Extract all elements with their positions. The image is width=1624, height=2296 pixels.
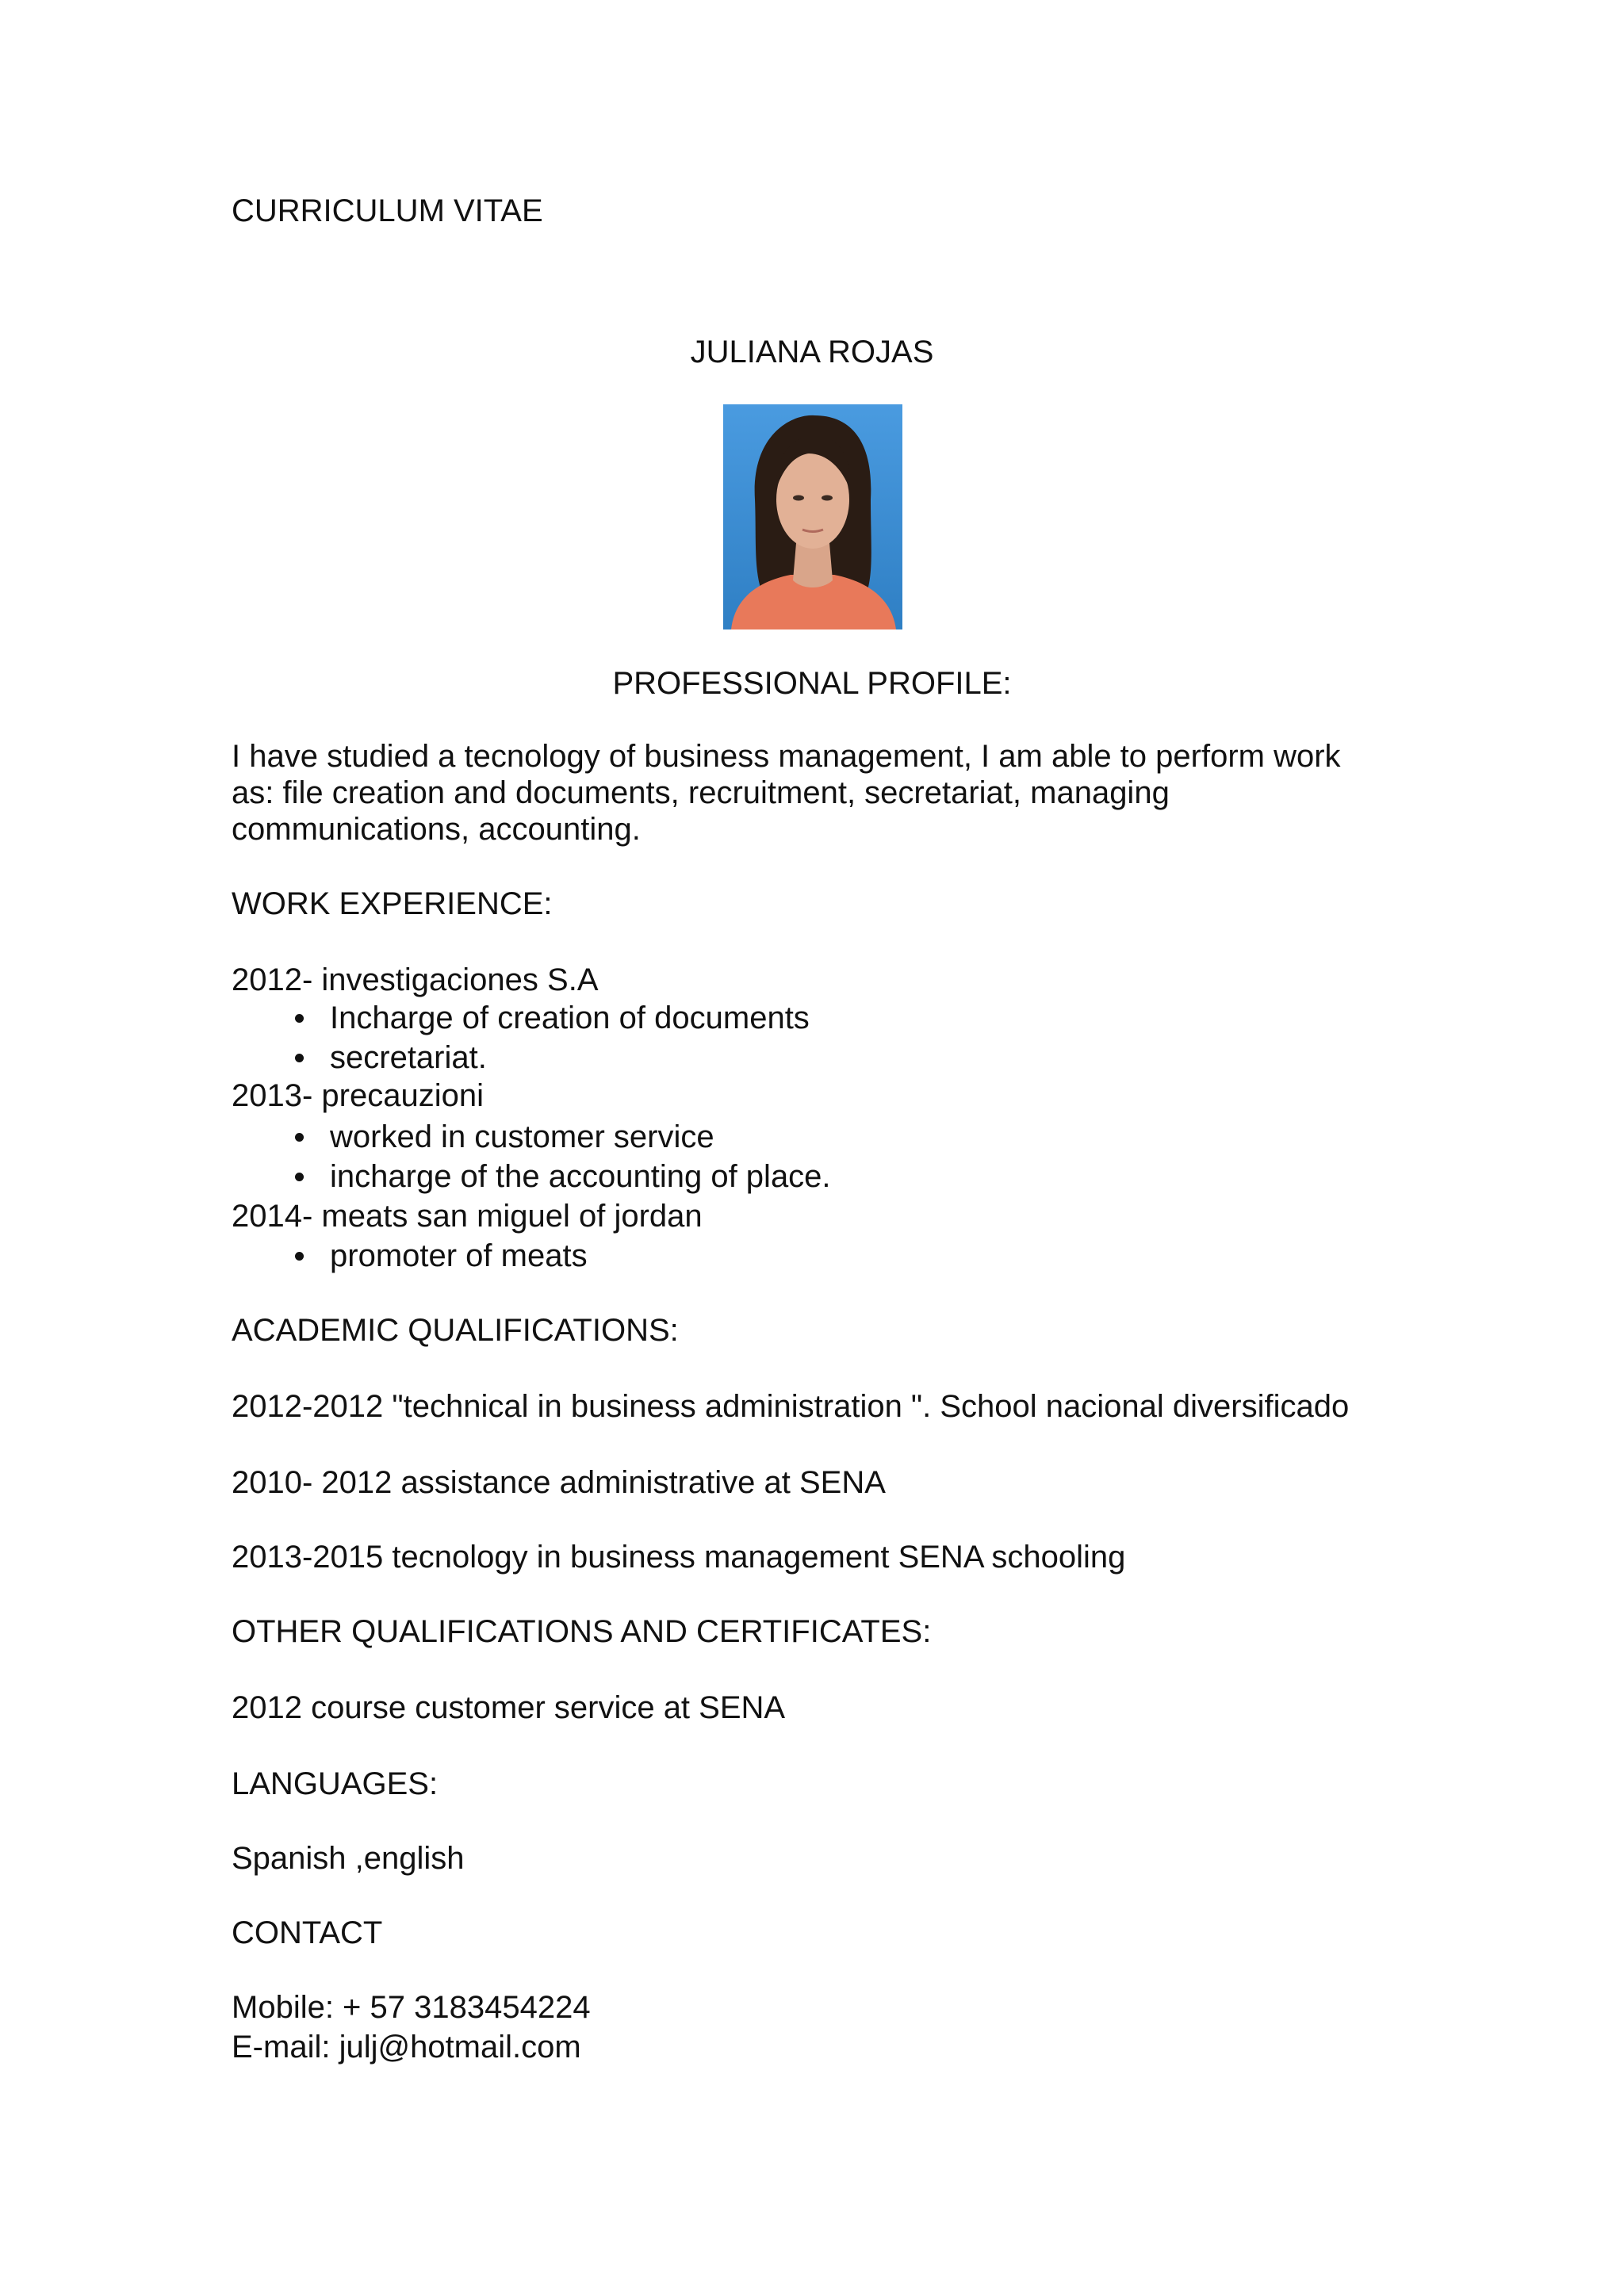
- portrait-photo: [723, 404, 902, 629]
- other-heading: OTHER QUALIFICATIONS AND CERTIFICATES:: [232, 1614, 932, 1649]
- bullet-icon: [295, 1014, 304, 1023]
- work-entry-title: 2013- precauzioni: [232, 1078, 484, 1113]
- profile-line-1: I have studied a tecnology of business management, I am able to perform work: [232, 739, 1341, 774]
- profile-heading: PROFESSIONAL PROFILE:: [612, 666, 1012, 701]
- work-entry-title: 2012- investigaciones S.A: [232, 962, 599, 997]
- work-bullet: Incharge of creation of documents: [285, 999, 810, 1037]
- profile-line-2: as: file creation and documents, recruitment, secretariat, managing: [232, 775, 1170, 810]
- academic-item: 2012-2012 "technical in business administration ". School nacional diversificado: [232, 1389, 1350, 1424]
- contact-email: E-mail: julj@hotmail.com: [232, 2030, 581, 2064]
- bullet-icon: [295, 1252, 304, 1261]
- bullet-icon: [295, 1133, 304, 1142]
- contact-heading: CONTACT: [232, 1915, 383, 1950]
- bullet-icon: [295, 1054, 304, 1062]
- work-bullet: promoter of meats: [285, 1237, 588, 1275]
- other-item: 2012 course customer service at SENA: [232, 1690, 786, 1725]
- contact-mobile: Mobile: + 57 3183454224: [232, 1990, 591, 2025]
- candidate-name: JULIANA ROJAS: [690, 335, 934, 369]
- academic-item: 2013-2015 tecnology in business management SENA schooling: [232, 1540, 1126, 1575]
- bullet-icon: [295, 1173, 304, 1181]
- academic-item: 2010- 2012 assistance administrative at SENA: [232, 1465, 886, 1500]
- work-entry-title: 2014- meats san miguel of jordan: [232, 1199, 703, 1234]
- work-bullet: incharge of the accounting of place.: [285, 1158, 831, 1196]
- academic-heading: ACADEMIC QUALIFICATIONS:: [232, 1313, 679, 1348]
- work-bullet: secretariat.: [285, 1039, 487, 1077]
- work-bullet: worked in customer service: [285, 1118, 714, 1156]
- work-heading: WORK EXPERIENCE:: [232, 886, 553, 921]
- languages-heading: LANGUAGES:: [232, 1766, 439, 1801]
- languages-value: Spanish ,english: [232, 1841, 465, 1876]
- doc-title: CURRICULUM VITAE: [232, 193, 543, 228]
- profile-line-3: communications, accounting.: [232, 812, 641, 847]
